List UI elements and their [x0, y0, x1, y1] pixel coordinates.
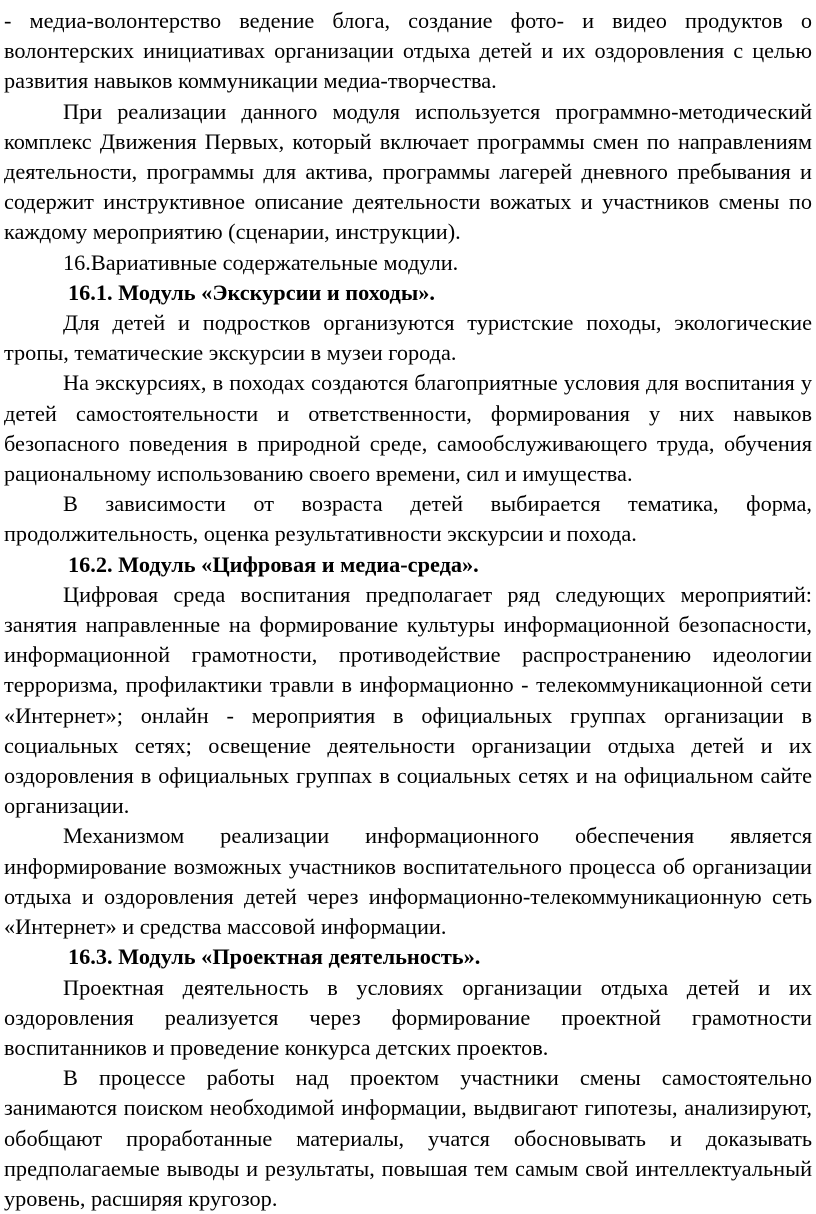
paragraph-variative-modules: 16.Вариативные содержательные модули. [63, 249, 459, 275]
paragraph-hikes-intro: Для детей и подростков организуются туристские походы, экологические тропы, тематические экскурсии в музеи города. [4, 310, 812, 366]
heading-module-16-3: 16.3. Модуль «Проектная деятельность». [68, 944, 481, 970]
paragraph-project-process: В процессе работы над проектом участники смены самостоятельно занимаются поиском необходимой информации, выдвигают гипотезы, анализируют, обобщают проработанные материалы, учатся обосновывать и доказывать предполагаемые выводы и результаты, повышая тем самым свой интеллектуальный уровень, расширяя кругозор. [4, 1065, 812, 1211]
heading-module-16-2: 16.2. Модуль «Цифровая и медиа-среда». [68, 551, 479, 577]
paragraph-project-activity: Проектная деятельность в условиях организации отдыха детей и их оздоровления реализуется через формирование проектной грамотности воспитанников и проведение конкурса детских проектов. [4, 974, 812, 1060]
paragraph-module-implementation: При реализации данного модуля используется программно-методический комплекс Движения Первых, который включает программы смен по направлениям деятельности, программы для актива, программы лагерей дневного пребывания и содержит инструктивное описание деятельности вожатых и участников смены по каждому мероприятию (сценарии, инструкции). [4, 98, 812, 245]
paragraph-media-volunteering: - медиа-волонтерство ведение блога, создание фото- и видео продуктов о волонтерских инициативах организации отдыха детей и их оздоровления с целью развития навыков коммуникации медиа-творчества. [4, 8, 812, 94]
heading-module-16-1: 16.1. Модуль «Экскурсии и походы». [68, 279, 435, 305]
paragraph-digital-environment: Цифровая среда воспитания предполагает ряд следующих мероприятий: занятия направленные на формирование культуры информационной безопасности, информационной грамотности, противодействие распространению идеологии терроризма, профилактики травли в информационно - телекоммуникационной сети «Интернет»; онлайн - мероприятия в официальных группах организации в социальных сетях; освещение деятельности организации отдыха детей и их оздоровления в официальных группах в социальных сетях и на официальном сайте организации. [4, 581, 812, 819]
paragraph-hikes-conditions: На экскурсиях, в походах создаются благоприятные условия для воспитания у детей самостоятельности и ответственности, формирования у них навыков безопасного поведения в природной среде, самообслуживающего труда, обучения рациональному использованию своего времени, сил и имущества. [4, 370, 812, 487]
paragraph-information-mechanism: Механизмом реализации информационного обеспечения является информирование возможных участников воспитательного процесса об организации отдыха и оздоровления детей через информационно-телекоммуникационную сеть «Интернет» и средства массовой информации. [4, 823, 812, 940]
paragraph-hikes-age: В зависимости от возраста детей выбирается тематика, форма, продолжительность, оценка результативности экскурсии и похода. [4, 491, 812, 547]
